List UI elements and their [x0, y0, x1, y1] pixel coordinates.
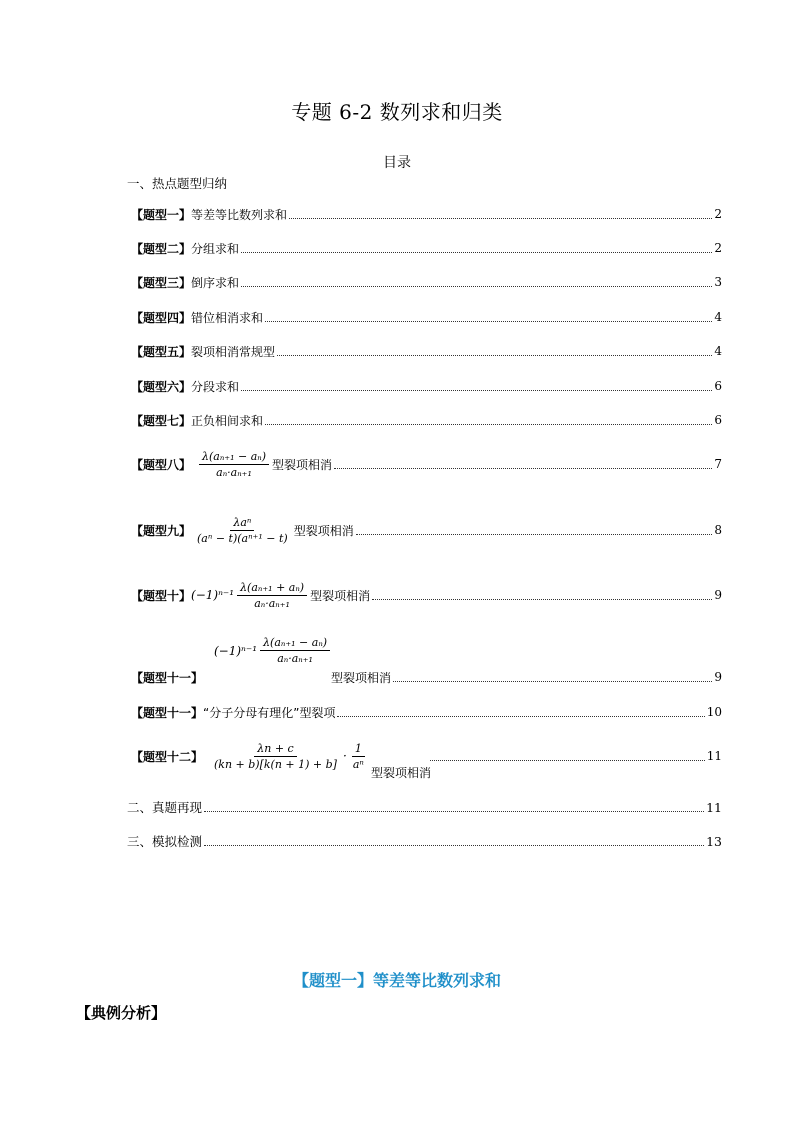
dot-leader [334, 468, 712, 469]
toc-section-hot-topics: 一、热点题型归纳 [127, 176, 228, 191]
fraction-formula-2 [350, 742, 367, 771]
toc-entry-text: “分子分母有理化”型裂项 [203, 705, 336, 720]
dot-leader [241, 252, 712, 253]
toc-entry-page: 2 [714, 207, 722, 221]
toc-entry-label: 【题型十】 [131, 588, 192, 603]
fraction-numerator: λ(aₙ₊₁ − aₙ) [260, 636, 330, 651]
toc-entry-page: 6 [714, 379, 722, 393]
toc-entry-text: 错位相消求和 [191, 310, 264, 325]
fraction-numerator: λ(aₙ₊₁ − aₙ) [199, 450, 269, 465]
dot-leader [393, 681, 712, 682]
toc-entry-text: 型裂项相消 [331, 670, 392, 685]
dot-leader [204, 845, 704, 846]
dot-leader [241, 390, 712, 391]
multiply-dot: · [342, 749, 347, 763]
toc-entry-text: 型裂项相消 [272, 457, 333, 472]
toc-entry-label: 【题型三】 [131, 275, 192, 290]
toc-entry-text: 正负相间求和 [191, 413, 264, 428]
toc-entry-text-type-12: 型裂项相消 [371, 766, 432, 780]
toc-entry-type-11b[interactable] [131, 702, 722, 722]
fraction-numerator: λ(aₙ₊₁ + aₙ) [237, 581, 307, 596]
toc-entry-page: 3 [714, 275, 722, 289]
section-heading-type-1: 【题型一】等差等比数列求和 [292, 971, 501, 990]
sign-factor: (−1)ⁿ⁻¹ [214, 643, 258, 658]
toc-entry-text: 二、真题再现 [127, 800, 203, 815]
sign-factor: (−1)ⁿ⁻¹ [191, 588, 235, 602]
formula-block-type-11 [214, 636, 333, 665]
toc-entry-type-4[interactable] [131, 307, 722, 327]
toc-entry-page: 6 [714, 413, 722, 427]
fraction-denominator: (kn + b)[k(n + 1) + b] [214, 757, 337, 771]
toc-entry-label: 【题型一】 [131, 207, 192, 222]
toc-entry-label: 【题型十一】 [131, 670, 204, 685]
dot-leader [337, 716, 704, 717]
toc-entry-text: 分组求和 [191, 241, 240, 256]
toc-entry-type-5[interactable] [131, 341, 722, 361]
toc-entry-type-6[interactable] [131, 376, 722, 396]
toc-entry-page: 9 [714, 670, 722, 684]
document-title: 专题 6-2 数列求和归类 [291, 100, 503, 124]
example-analysis-label: 【典例分析】 [76, 1004, 167, 1022]
fraction-denominator: aₙ·aₙ₊₁ [254, 596, 290, 610]
toc-entry-type-9[interactable] [131, 508, 722, 552]
fraction-denominator: aⁿ [352, 757, 364, 771]
toc-entry-label: 【题型四】 [131, 310, 192, 325]
toc-entry-type-8[interactable] [131, 443, 722, 485]
toc-entry-text: 型裂项相消 [310, 588, 371, 603]
toc-heading: 目录 [383, 155, 411, 171]
toc-entry-page: 4 [714, 310, 722, 324]
toc-entry-text: 倒序求和 [191, 275, 240, 290]
dot-leader [277, 355, 712, 356]
dot-leader [372, 599, 712, 600]
fraction-numerator: 1 [352, 742, 365, 757]
toc-entry-type-10[interactable] [131, 573, 722, 617]
fraction-numerator: λaⁿ [230, 516, 254, 531]
fraction-numerator: λn + c [254, 742, 296, 757]
toc-entry-page: 7 [714, 457, 722, 471]
toc-entry-page: 13 [706, 833, 722, 849]
toc-entry-type-11a[interactable] [131, 667, 722, 687]
toc-entry-page: 11 [706, 749, 722, 763]
toc-entry-label: 【题型九】 [131, 523, 192, 538]
dot-leader [265, 424, 712, 425]
toc-entry-page: 11 [706, 799, 722, 815]
toc-entry-text: 分段求和 [191, 379, 240, 394]
dot-leader [430, 760, 705, 761]
toc-entry-text: 型裂项相消 [293, 523, 354, 538]
toc-entry-text: 三、模拟检测 [127, 834, 203, 849]
toc-entry-page: 2 [714, 241, 722, 255]
fraction-formula [211, 742, 340, 771]
dot-leader [356, 534, 713, 535]
toc-entry-type-3[interactable] [131, 272, 722, 292]
toc-entry-label: 【题型十一】 [131, 705, 204, 720]
toc-entry-label: 【题型五】 [131, 344, 192, 359]
toc-entry-page: 9 [714, 588, 722, 602]
toc-entry-label: 【题型六】 [131, 379, 192, 394]
dot-leader [289, 218, 712, 219]
fraction-formula [199, 450, 269, 479]
fraction-formula [194, 516, 291, 545]
fraction-denominator: aₙ·aₙ₊₁ [216, 465, 252, 479]
fraction-formula [237, 581, 307, 610]
toc-entry-label: 【题型七】 [131, 413, 192, 428]
toc-entry-label: 【题型二】 [131, 241, 192, 256]
fraction-denominator: (aⁿ − t)(aⁿ⁺¹ − t) [197, 531, 288, 545]
toc-entry-label: 【题型十二】 [131, 749, 204, 764]
dot-leader [241, 286, 712, 287]
toc-entry-text: 等差等比数列求和 [191, 207, 288, 222]
toc-entry-text: 裂项相消常规型 [191, 344, 276, 359]
toc-entry-type-2[interactable] [131, 238, 722, 258]
toc-entry-label: 【题型八】 [131, 457, 192, 472]
fraction-formula [260, 636, 330, 665]
toc-entry-page: 8 [714, 523, 722, 537]
toc-entry-page: 4 [714, 344, 722, 358]
toc-section-mock-tests[interactable] [127, 831, 722, 851]
fraction-denominator: aₙ·aₙ₊₁ [277, 652, 313, 665]
toc-entry-type-1[interactable] [131, 204, 722, 224]
toc-entry-type-7[interactable] [131, 410, 722, 430]
dot-leader [204, 811, 704, 812]
dot-leader [265, 321, 712, 322]
toc-section-real-exams[interactable] [127, 797, 722, 817]
toc-entry-page: 10 [706, 705, 722, 719]
